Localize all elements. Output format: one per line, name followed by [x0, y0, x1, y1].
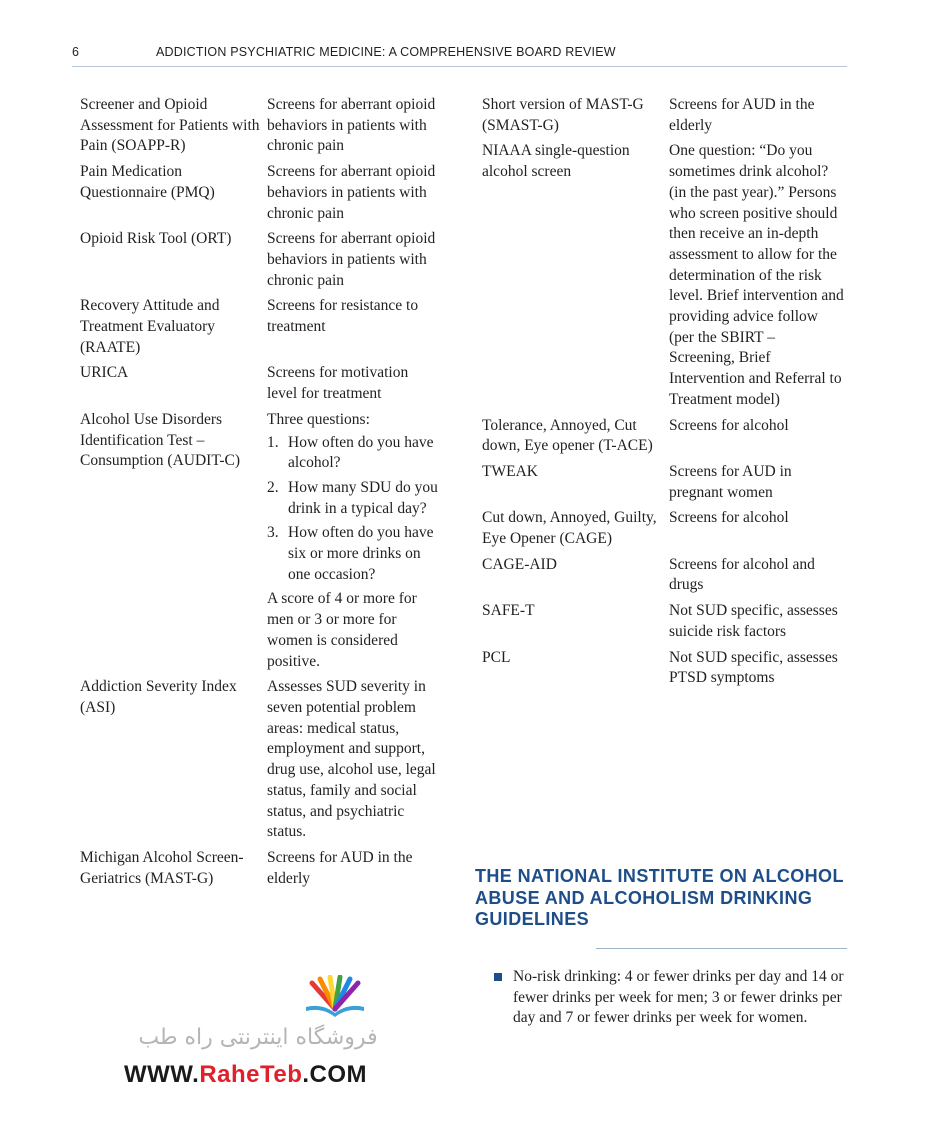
- page-number: 6: [72, 45, 80, 59]
- table-row: [80, 848, 450, 889]
- tool-description: Assesses SUD severity in seven potential problem areas: medical status, employment and support, drug use, alcohol use, legal status, family and social status, and psychiatric status.: [267, 678, 436, 841]
- tool-description: Screens for aberrant opioid behaviors in patients with chronic pain: [267, 163, 436, 222]
- watermark: [118, 975, 408, 1095]
- running-header: [72, 42, 847, 67]
- tool-description: Screens for AUD in pregnant women: [669, 462, 792, 501]
- table-row: [80, 677, 450, 843]
- question-text: How many SDU do you drink in a typical day?: [288, 478, 438, 517]
- tool-description: Screens for resistance to treatment: [267, 297, 419, 336]
- open-book-logo-icon: [300, 975, 370, 1017]
- tool-name: NIAAA single-question alcohol screen: [482, 142, 630, 181]
- table-row: [80, 162, 450, 224]
- table-row: [482, 416, 852, 457]
- table-row: [482, 462, 852, 503]
- guidelines-list: [494, 967, 850, 1029]
- tool-description: Screens for aberrant opioid behaviors in patients with chronic pain: [267, 96, 436, 155]
- table-row: [482, 141, 852, 410]
- tool-name: Pain Medication Questionnaire (PMQ): [80, 163, 215, 201]
- question-number: 3.: [267, 524, 279, 542]
- tool-name: TWEAK: [482, 462, 538, 480]
- square-bullet-icon: [494, 973, 502, 981]
- tool-name: Alcohol Use Disorders Identification Test – Consumption (AUDIT-C): [80, 410, 241, 470]
- tool-name: Addiction Severity Index (ASI): [80, 678, 237, 716]
- tool-description: One question: “Do you sometimes drink alcohol? (in the past year).” Persons who screen positive should then receive an in-depth assessment to allow for the determination of the risk level. Brief intervention and providing advice follow (per the SBIRT – Screening, Brief Intervention and Referral to Treatment model): [669, 142, 844, 408]
- table-row: [482, 95, 852, 136]
- audit-c-score-note: A score of 4 or more for men or 3 or more for women is considered positive.: [267, 590, 417, 670]
- audit-c-question: [267, 523, 442, 585]
- tool-name: Screener and Opioid Assessment for Patients with Pain (SOAPP-R): [80, 96, 260, 155]
- table-row-audit-c: [80, 410, 450, 672]
- table-row: [482, 555, 852, 596]
- tool-name: Opioid Risk Tool (ORT): [80, 230, 232, 248]
- tool-description: Screens for alcohol: [669, 509, 789, 527]
- audit-c-intro: Three questions:: [267, 410, 370, 428]
- table-left-column: [80, 95, 450, 894]
- table-right-column: [482, 95, 852, 694]
- audit-c-question: [267, 478, 442, 519]
- section-divider: [596, 948, 847, 949]
- tool-description: Screens for AUD in the elderly: [669, 96, 815, 134]
- question-text: How often do you have alcohol?: [288, 433, 434, 472]
- tool-name: SAFE-T: [482, 602, 535, 620]
- watermark-url-prefix: WWW.: [124, 1061, 200, 1088]
- table-row: [482, 508, 852, 549]
- section-heading: THE NATIONAL INSTITUTE ON ALCOHOL ABUSE AND ALCOHOLISM DRINKING GUIDELINES: [475, 866, 844, 929]
- list-item-text: No-risk drinking: 4 or fewer drinks per day and 14 or fewer drinks per week for men; 3 or fewer drinks per day and 7 or fewer drinks per week for women.: [513, 968, 844, 1027]
- list-item: [494, 967, 850, 1029]
- question-number: 1.: [267, 433, 279, 451]
- table-row: [80, 229, 450, 291]
- watermark-url-brand: RaheTeb: [199, 1061, 303, 1088]
- tool-description: [267, 410, 442, 672]
- table-row: [80, 363, 450, 404]
- tool-name: Recovery Attitude and Treatment Evaluatory (RAATE): [80, 297, 220, 356]
- tool-name: Michigan Alcohol Screen-Geriatrics (MAST-G): [80, 848, 244, 887]
- tool-name: URICA: [80, 364, 129, 382]
- tool-description: Screens for alcohol and drugs: [669, 555, 815, 594]
- tool-description: Not SUD specific, assesses PTSD symptoms: [669, 648, 838, 687]
- watermark-persian-text: فروشگاه اینترنتی راه طب: [138, 1025, 378, 1050]
- question-text: How often do you have six or more drinks on one occasion?: [288, 524, 434, 583]
- tool-description: Screens for aberrant opioid behaviors in patients with chronic pain: [267, 230, 436, 289]
- watermark-url: [124, 1061, 367, 1089]
- table-row: [482, 601, 852, 642]
- tool-description: Screens for alcohol: [669, 416, 789, 434]
- watermark-url-suffix: .COM: [302, 1061, 368, 1088]
- tool-name: CAGE-AID: [482, 555, 557, 573]
- table-row: [482, 648, 852, 689]
- question-number: 2.: [267, 478, 279, 496]
- tool-description: Screens for motivation level for treatment: [267, 364, 409, 403]
- tool-description: Not SUD specific, assesses suicide risk factors: [669, 602, 838, 640]
- book-title: ADDICTION PSYCHIATRIC MEDICINE: A COMPREHENSIVE BOARD REVIEW: [156, 45, 616, 59]
- tool-name: Cut down, Annoyed, Guilty, Eye Opener (CAGE): [482, 509, 657, 548]
- audit-c-questions: [267, 433, 442, 586]
- tool-name: Tolerance, Annoyed, Cut down, Eye opener (T-ACE): [482, 416, 653, 455]
- tool-description: Screens for AUD in the elderly: [267, 848, 413, 887]
- tool-name: Short version of MAST-G (SMAST-G): [482, 96, 644, 134]
- table-row: [80, 95, 450, 157]
- tool-name: PCL: [482, 648, 511, 666]
- audit-c-question: [267, 433, 442, 474]
- table-row: [80, 296, 450, 358]
